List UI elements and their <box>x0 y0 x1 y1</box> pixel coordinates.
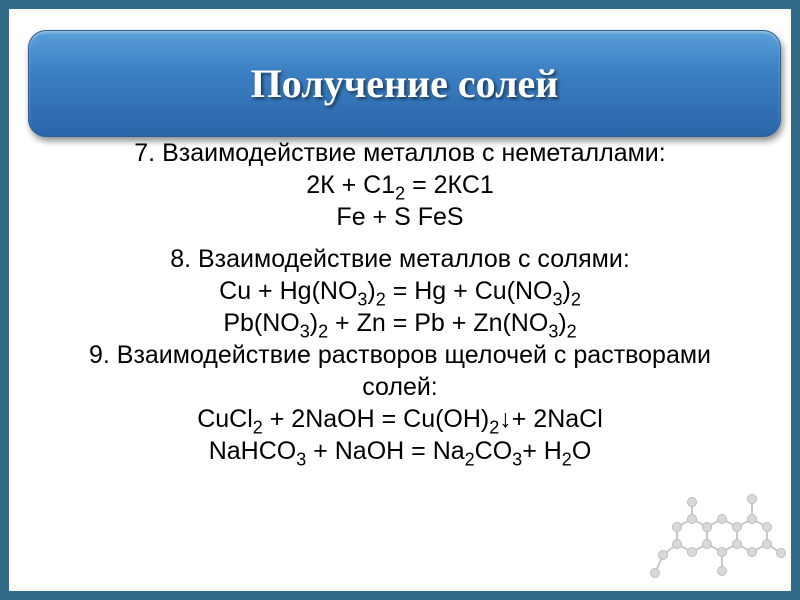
section-8-heading: 8. Взаимодействие металлов с солями: <box>170 245 630 273</box>
section-9-heading: 9. Взаимодействие растворов щелочей с растворами <box>88 341 712 369</box>
equation-8-2: $Pb(NO_3)_2 + Zn = Pb + Zn(NO_3)_2$ <box>223 309 577 342</box>
slide <box>9 9 791 591</box>
page-title: Получение солей <box>250 61 559 106</box>
equation-9-2: NaHCO$_3$ + NaOH = $Na_2CO_3+ H_2O$ <box>208 437 592 470</box>
equation-7-1: $2К + С1_2 = 2КС1$ <box>306 171 494 204</box>
molecule-icon <box>647 487 787 587</box>
equation-7-2: Fe + S FeS <box>336 203 464 231</box>
section-9-heading-cont: солей: <box>362 373 438 401</box>
slide-content <box>9 137 791 470</box>
equation-9-1: CuCl$_2$ + 2NaOH = $Cu(OH)_2↓+$ 2NaCl <box>197 405 603 438</box>
title-banner <box>28 30 781 137</box>
section-7-heading: 7. Взаимодействие металлов с неметаллами: <box>134 139 666 167</box>
equation-8-1: $Cu + Hg(NO_3)_2 = Hg + Cu(NO_3)_2$ <box>219 277 581 310</box>
